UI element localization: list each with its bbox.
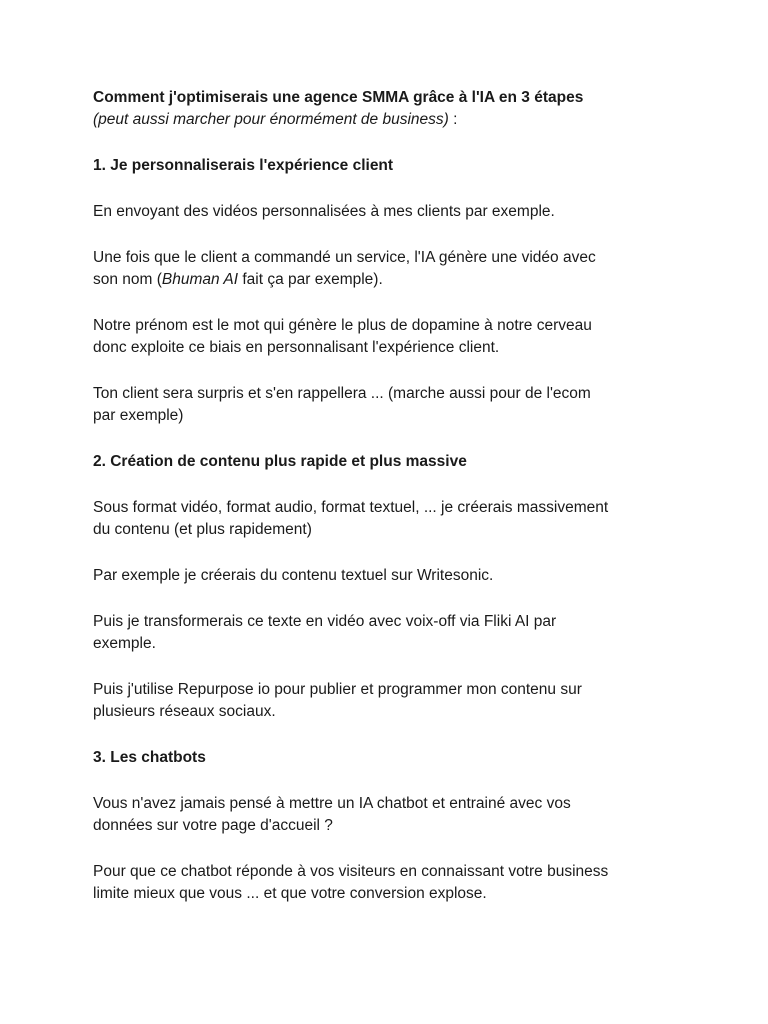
- section-2-paragraph-1: [93, 497, 693, 541]
- paragraph-line: par exemple): [93, 407, 184, 424]
- tool-name-bhuman: Bhuman AI: [161, 271, 239, 288]
- paragraph-line: du contenu (et plus rapidement): [93, 521, 312, 538]
- paragraph-line: Une fois que le client a commandé un service, l'IA génère une vidéo avec: [93, 249, 596, 266]
- section-1-paragraph-2: [93, 247, 693, 291]
- paragraph-line: plusieurs réseaux sociaux.: [93, 703, 276, 720]
- section-1-heading: 1. Je personnaliserais l'expérience client: [93, 157, 394, 174]
- subtitle-suffix: :: [448, 111, 458, 128]
- subtitle-italic: (peut aussi marcher pour énormément de business): [93, 111, 449, 128]
- paragraph-line: son nom (: [93, 271, 162, 288]
- paragraph-line: limite mieux que vous ... et que votre conversion explose.: [93, 885, 487, 902]
- paragraph-line: Puis je transformerais ce texte en vidéo avec voix-off via Fliki AI par: [93, 613, 557, 630]
- section-1-paragraph-4: [93, 383, 693, 427]
- paragraph-line: données sur votre page d'accueil ?: [93, 817, 333, 834]
- document-content: [93, 87, 693, 905]
- section-3-paragraph-2: [93, 861, 693, 905]
- paragraph-line: exemple.: [93, 635, 156, 652]
- section-2-paragraph-3: [93, 611, 693, 655]
- document-title: Comment j'optimiserais une agence SMMA grâce à l'IA en 3 étapes: [93, 89, 584, 106]
- paragraph-line: Vous n'avez jamais pensé à mettre un IA chatbot et entrainé avec vos: [93, 795, 571, 812]
- section-2-paragraph-2: Par exemple je créerais du contenu textuel sur Writesonic.: [93, 567, 494, 584]
- section-3-paragraph-1: [93, 793, 693, 837]
- section-2-heading: 2. Création de contenu plus rapide et plus massive: [93, 453, 467, 470]
- paragraph-line: donc exploite ce biais en personnalisant l'expérience client.: [93, 339, 500, 356]
- paragraph-line: Pour que ce chatbot réponde à vos visiteurs en connaissant votre business: [93, 863, 609, 880]
- paragraph-line: Notre prénom est le mot qui génère le plus de dopamine à notre cerveau: [93, 317, 592, 334]
- section-2-paragraph-4: [93, 679, 693, 723]
- section-1-paragraph-3: [93, 315, 693, 359]
- paragraph-line: Ton client sera surpris et s'en rappellera ... (marche aussi pour de l'ecom: [93, 385, 591, 402]
- paragraph-line: Sous format vidéo, format audio, format textuel, ... je créerais massivement: [93, 499, 609, 516]
- paragraph-line: fait ça par exemple).: [238, 271, 383, 288]
- paragraph-line: Puis j'utilise Repurpose io pour publier et programmer mon contenu sur: [93, 681, 582, 698]
- section-1-paragraph-1: En envoyant des vidéos personnalisées à mes clients par exemple.: [93, 203, 555, 220]
- document-subtitle: [93, 109, 693, 131]
- section-3-heading: 3. Les chatbots: [93, 749, 206, 766]
